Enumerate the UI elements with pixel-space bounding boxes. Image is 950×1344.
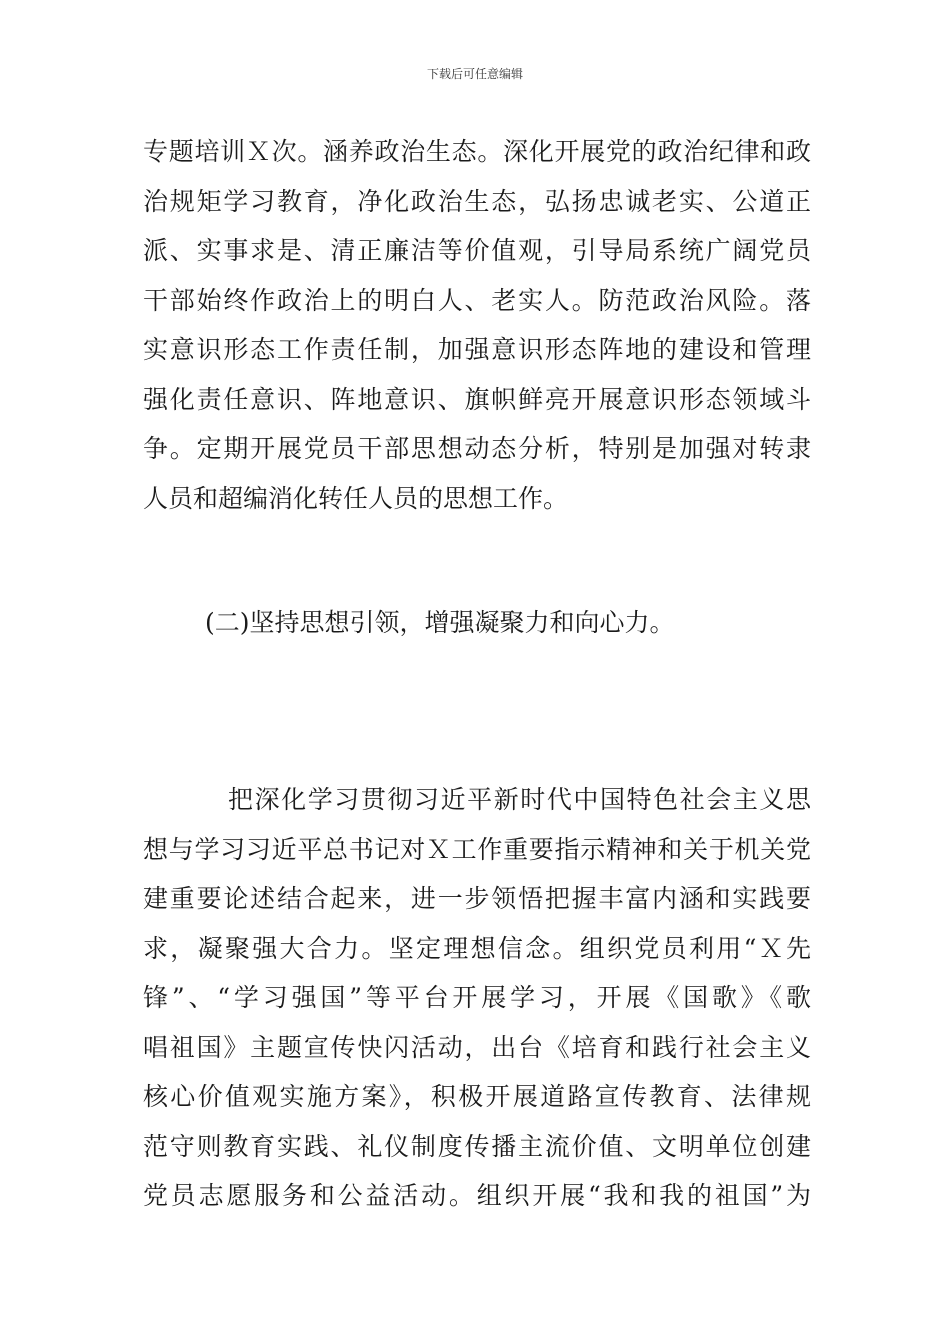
paragraph-line: 派、实事求是、清正廉洁等价值观，引导局系统广阔党员 xyxy=(143,236,811,265)
paragraph-line: 人员和超编消化转任人员的思想工作。 xyxy=(143,483,569,513)
paragraph-line: 专题培训Ｘ次。涵养政治生态。深化开展党的政治纪律和政 xyxy=(143,137,811,166)
paragraph-line: 争。定期开展党员干部思想动态分析，特别是加强对转隶 xyxy=(143,434,811,463)
paragraph-line: 实意识形态工作责任制，加强意识形态阵地的建设和管理 xyxy=(143,335,811,364)
paragraph-line: 建重要论述结合起来，进一步领悟把握丰富内涵和实践要 xyxy=(143,884,811,913)
paragraph-line: 强化责任意识、阵地意识、旗帜鲜亮开展意识形态领域斗 xyxy=(143,384,811,414)
paragraph-1 xyxy=(143,127,811,523)
paragraph-line: 锋”、“学习强国”等平台开展学习，开展《国歌》《歌 xyxy=(143,983,811,1012)
section-heading: (二)坚持思想引领，增强凝聚力和向心力。 xyxy=(205,608,675,637)
page-header-note: 下载后可任意编辑 xyxy=(426,67,523,81)
paragraph-line: 想与学习习近平总书记对Ｘ工作重要指示精神和关于机关党 xyxy=(143,834,811,864)
paragraph-line: 治规矩学习教育，净化政治生态，弘扬忠诚老实、公道正 xyxy=(143,186,811,216)
paragraph-line: 范守则教育实践、礼仪制度传播主流价值、文明单位创建 xyxy=(143,1131,811,1161)
paragraph-2 xyxy=(143,775,811,1221)
paragraph-line: 干部始终作政治上的明白人、老实人。防范政治风险。落 xyxy=(143,285,811,315)
paragraph-line: 唱祖国》主题宣传快闪活动，出台《培育和践行社会主义 xyxy=(143,1032,811,1062)
paragraph-line: 党员志愿服务和公益活动。组织开展“我和我的祖国”为 xyxy=(143,1181,811,1210)
paragraph-line: 求，凝聚强大合力。坚定理想信念。组织党员利用“Ｘ先 xyxy=(143,933,811,963)
paragraph-line: 把深化学习贯彻习近平新时代中国特色社会主义思 xyxy=(228,785,811,814)
paragraph-line: 核心价值观实施方案》，积极开展道路宣传教育、法律规 xyxy=(143,1082,811,1111)
